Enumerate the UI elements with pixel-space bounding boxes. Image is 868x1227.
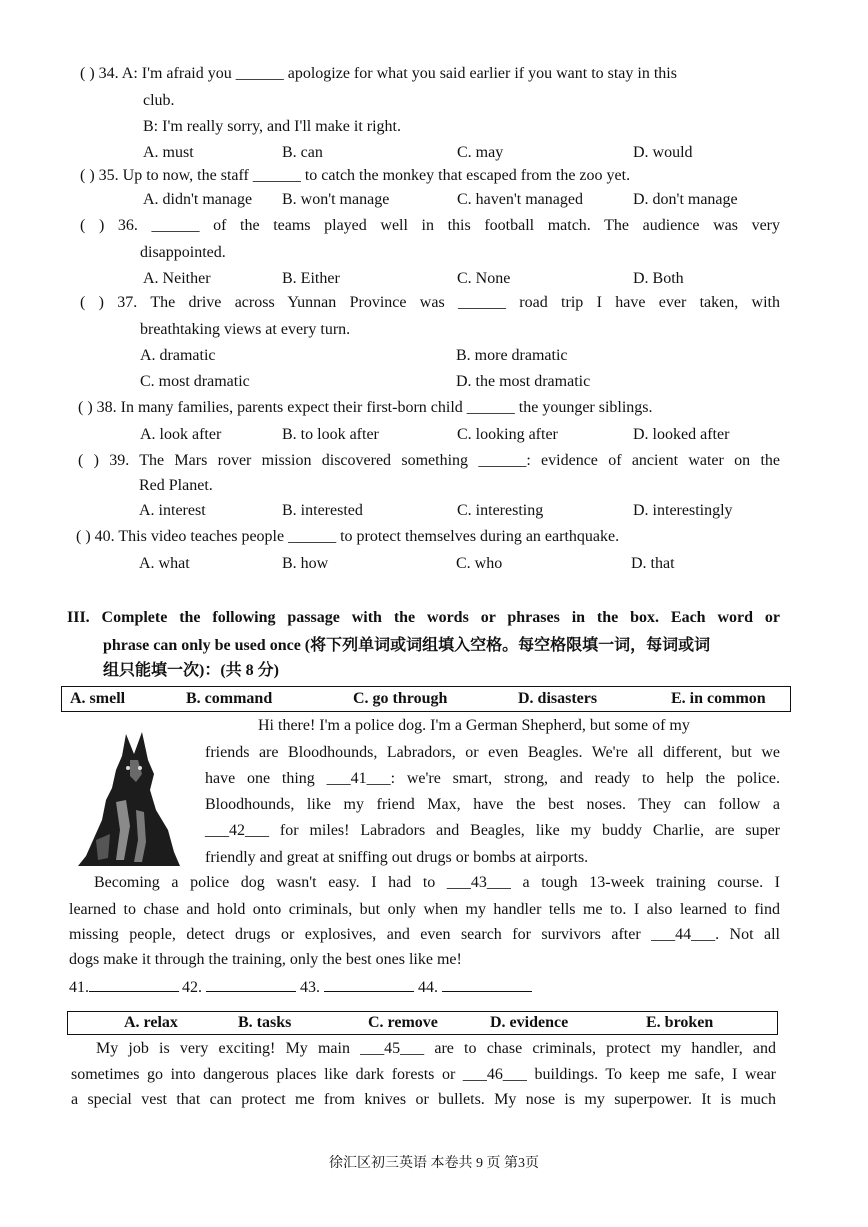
- para1-line5: ___42___ for miles! Labradors and Beagles, like my buddy Charlie, are super: [205, 822, 780, 839]
- q37-option-d[interactable]: D. the most dramatic: [456, 373, 591, 390]
- q40-option-b[interactable]: B. how: [282, 555, 329, 572]
- q34-option-c[interactable]: C. may: [457, 144, 504, 161]
- para3-line2: sometimes go into dangerous places like dark forests or ___46___ buildings. To keep me safe, I wear: [71, 1066, 776, 1083]
- para3-line1: My job is very exciting! My main ___45___ are to chase criminals, protect my handler, and: [96, 1040, 776, 1057]
- para1-line4: Bloodhounds, like my friend Max, have the best noses. They can follow a: [205, 796, 780, 813]
- box1-option-b: B. command: [186, 690, 273, 707]
- box1-option-a: A. smell: [70, 690, 126, 707]
- q37-stem-cont: breathtaking views at every turn.: [140, 321, 351, 338]
- answer-42-label: 42.: [182, 979, 202, 996]
- q36-option-c[interactable]: C. None: [457, 270, 511, 287]
- q35-stem: ( ) 35. Up to now, the staff ______ to catch the monkey that escaped from the zoo yet.: [80, 167, 631, 184]
- q37-option-a[interactable]: A. dramatic: [140, 347, 216, 364]
- q37-option-c[interactable]: C. most dramatic: [140, 373, 250, 390]
- q39-option-a[interactable]: A. interest: [139, 502, 206, 519]
- q38-option-d[interactable]: D. looked after: [633, 426, 730, 443]
- word-box-2: [67, 1011, 778, 1035]
- q35-option-c[interactable]: C. haven't managed: [457, 191, 583, 208]
- box1-option-c: C. go through: [353, 690, 448, 707]
- q34-stem: ( ) 34. A: I'm afraid you ______ apologize for what you said earlier if you want to stay in this: [80, 65, 677, 82]
- q34-option-b[interactable]: B. can: [282, 144, 323, 161]
- answer-43[interactable]: [300, 975, 414, 999]
- answer-44-label: 44.: [418, 979, 438, 996]
- q34-stem-cont: club.: [143, 92, 175, 109]
- answer-43-label: 43.: [300, 979, 320, 996]
- page-footer: 徐汇区初三英语 本卷共 9 页 第3页: [329, 1156, 539, 1171]
- para2-line3: missing people, detect drugs or explosives, and even search for survivors after ___44___. Not all: [69, 926, 780, 943]
- answer-42[interactable]: [182, 975, 296, 999]
- box1-option-d: D. disasters: [518, 690, 598, 707]
- para2-line4: dogs make it through the training, only the best ones like me!: [69, 951, 462, 968]
- para1-line3: have one thing ___41___: we're smart, strong, and ready to help the police.: [205, 770, 780, 787]
- q38-option-a[interactable]: A. look after: [140, 426, 222, 443]
- box2-option-b: B. tasks: [238, 1014, 292, 1031]
- q35-option-b[interactable]: B. won't manage: [282, 191, 390, 208]
- q36-option-a[interactable]: A. Neither: [143, 270, 211, 287]
- q40-stem: ( ) 40. This video teaches people ______ to protect themselves during an earthquake.: [76, 528, 620, 545]
- q36-stem-cont: disappointed.: [140, 244, 226, 261]
- box2-option-d: D. evidence: [490, 1014, 569, 1031]
- q34-reply: B: I'm really sorry, and I'll make it right.: [143, 118, 401, 135]
- q35-option-a[interactable]: A. didn't manage: [143, 191, 253, 208]
- box2-option-a: A. relax: [124, 1014, 178, 1031]
- q36-stem: ( ) 36. ______ of the teams played well in this football match. The audience was very: [80, 217, 780, 234]
- q39-option-b[interactable]: B. interested: [282, 502, 363, 519]
- q36-option-d[interactable]: D. Both: [633, 270, 684, 287]
- q35-option-d[interactable]: D. don't manage: [633, 191, 738, 208]
- para1-line2: friends are Bloodhounds, Labradors, or even Beagles. We're all different, but we: [205, 744, 780, 761]
- box1-option-e: E. in common: [671, 690, 766, 707]
- section3-heading: III. Complete the following passage with the words or phrases in the box. Each word or: [67, 609, 780, 626]
- q39-option-d[interactable]: D. interestingly: [633, 502, 733, 519]
- q40-option-a[interactable]: A. what: [139, 555, 190, 572]
- q38-option-b[interactable]: B. to look after: [282, 426, 379, 443]
- q40-option-d[interactable]: D. that: [631, 555, 675, 572]
- box2-option-c: C. remove: [368, 1014, 438, 1031]
- q39-option-c[interactable]: C. interesting: [457, 502, 544, 519]
- box2-option-e: E. broken: [646, 1014, 714, 1031]
- para2-line1: Becoming a police dog wasn't easy. I had to ___43___ a tough 13-week training course. I: [94, 874, 780, 891]
- q37-stem: ( ) 37. The drive across Yunnan Province was ______ road trip I have ever taken, with: [80, 294, 780, 311]
- q38-stem: ( ) 38. In many families, parents expect their first-born child ______ the younger siblings.: [78, 399, 653, 416]
- q39-stem: ( ) 39. The Mars rover mission discovered something ______: evidence of ancient water on the: [78, 452, 780, 469]
- answer-41[interactable]: [69, 975, 179, 999]
- para1-line1: Hi there! I'm a police dog. I'm a German Shepherd, but some of my: [258, 717, 690, 734]
- german-shepherd-dog-image: [76, 730, 184, 868]
- para1-line6: friendly and great at sniffing out drugs or bombs at airports.: [205, 849, 589, 866]
- answer-44[interactable]: [418, 975, 532, 999]
- q34-option-d[interactable]: D. would: [633, 144, 693, 161]
- q36-option-b[interactable]: B. Either: [282, 270, 340, 287]
- para2-line2: learned to chase and hold onto criminals, but only when my handler tells me to. I also learned to find: [69, 901, 780, 918]
- word-box-1: [61, 686, 791, 712]
- q39-stem-cont: Red Planet.: [139, 477, 213, 494]
- section3-heading-cont: phrase can only be used once (将下列单词或词组填入空格。每空格限填一词，每词或词: [103, 637, 711, 654]
- q38-option-c[interactable]: C. looking after: [457, 426, 558, 443]
- q40-option-c[interactable]: C. who: [456, 555, 503, 572]
- q37-option-b[interactable]: B. more dramatic: [456, 347, 568, 364]
- para3-line3: a special vest that can protect me from knives or bullets. My nose is my superpower. It is much: [71, 1091, 776, 1108]
- section3-heading-cont2: 组只能填一次)：(共 8 分): [103, 662, 279, 679]
- answer-41-label: 41.: [69, 979, 89, 996]
- q34-option-a[interactable]: A. must: [143, 144, 194, 161]
